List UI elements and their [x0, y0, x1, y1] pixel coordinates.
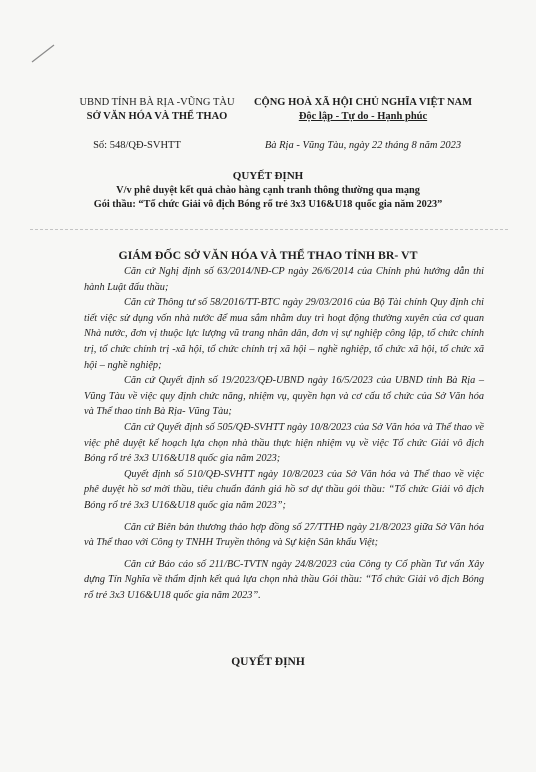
document-number: Số: 548/QĐ-SVHTT	[93, 140, 181, 151]
document-subject-line-2: Gói thầu: “Tổ chức Giải vô địch Bóng rổ trẻ 3x3 U16&U18 quốc gia năm 2023”	[93, 199, 443, 210]
nation-header	[248, 96, 478, 124]
legal-basis-paragraph: Căn cứ Thông tư số 58/2016/TT-BTC ngày 29/03/2016 của Bộ Tài chính Quy định chi tiết việc sử dụng vốn nhà nước để mua sắm nhằm duy trì hoạt động thường xuyên của cơ quan Nhà nước, đơn vị thuộc lực lượng vũ trang nhân dân, đơn vị sự nghiệp công lập, tổ chức chính trị, tổ chức chính trị -xã hội, tổ chức chính trị xã hội – nghề nghiệp, tổ chức xã hội, tổ chức xã hội – nghề nghiệp;	[84, 297, 484, 371]
agency-line-1: UBND TỈNH BÀ RỊA -VŨNG TÀU	[79, 97, 235, 108]
legal-basis-paragraph: Căn cứ Báo cáo số 211/BC-TVTN ngày 24/8/2023 của Công ty Cổ phần Tư vấn Xây dựng Tín Nghĩa về thẩm định kết quả lựa chọn nhà thầu Gói thầu: “Tổ chức Giải vô địch Bóng rổ trẻ 3x3 U16&U18 quốc gia năm 2023”.	[84, 558, 484, 601]
legal-basis-paragraph: Căn cứ Quyết định số 505/QĐ-SVHTT ngày 10/8/2023 của Sở Văn hóa và Thể thao về việc phê duyệt kế hoạch lựa chọn nhà thầu thực hiện nhiệm vụ về việc Tổ chức Giải vô địch Bóng rổ trẻ 3x3 U16&U18 quốc gia năm 2023;	[84, 421, 484, 465]
legal-basis-paragraph: Quyết định số 510/QĐ-SVHTT ngày 10/8/2023 của Sở Văn hóa và Thể thao về việc phê duyệt hồ sơ mời thầu, tiêu chuẩn đánh giá hồ sơ dự thầu gói thầu: “Tổ chức Giải vô địch Bóng rổ trẻ 3x3 U16&U18 quốc gia năm 2023”;	[84, 468, 484, 511]
legal-basis-body	[84, 264, 484, 603]
document-title: QUYẾT ĐỊNH	[232, 170, 304, 182]
decision-heading: QUYẾT ĐỊNH	[231, 656, 305, 668]
document-subject-line-1: V/v phê duyệt kết quả chào hàng cạnh tranh thông thường qua mạng	[116, 185, 420, 196]
nation-line-1: CỘNG HOÀ XÃ HỘI CHỦ NGHĨA VIỆT NAM	[253, 97, 473, 108]
legal-basis-paragraph: Căn cứ Quyết định số 19/2023/QĐ-UBND ngày 16/5/2023 của UBND tỉnh Bà Rịa – Vũng Tàu về việc quy định chức năng, nhiệm vụ, quyền hạn và cơ cấu tổ chức của Sở Văn hóa và Thể thao tỉnh Bà Rịa- Vũng Tàu;	[84, 375, 484, 418]
legal-basis-paragraph: Căn cứ Biên bản thương thảo hợp đồng số 27/TTHĐ ngày 21/8/2023 giữa Sở Văn hóa và Thể thao với Công ty TNHH Truyền thông và Sự kiện Sân khấu Việt;	[84, 521, 484, 549]
nation-motto: Độc lập - Tự do - Hạnh phúc	[298, 111, 428, 122]
divider-line	[30, 229, 508, 230]
place-date: Bà Rịa - Vũng Tàu, ngày 22 tháng 8 năm 2023	[264, 140, 462, 151]
legal-basis-paragraph: Căn cứ Nghị định số 63/2014/NĐ-CP ngày 26/6/2014 của Chính phủ hướng dẫn thi hành Luật đấu thầu;	[84, 266, 484, 293]
pen-stroke-mark	[30, 42, 56, 64]
agency-line-2: SỞ VĂN HÓA VÀ THỂ THAO	[86, 111, 228, 122]
agency-header	[62, 96, 252, 124]
issuing-authority: GIÁM ĐỐC SỞ VĂN HÓA VÀ THỂ THAO TỈNH BR- VT	[118, 248, 418, 262]
